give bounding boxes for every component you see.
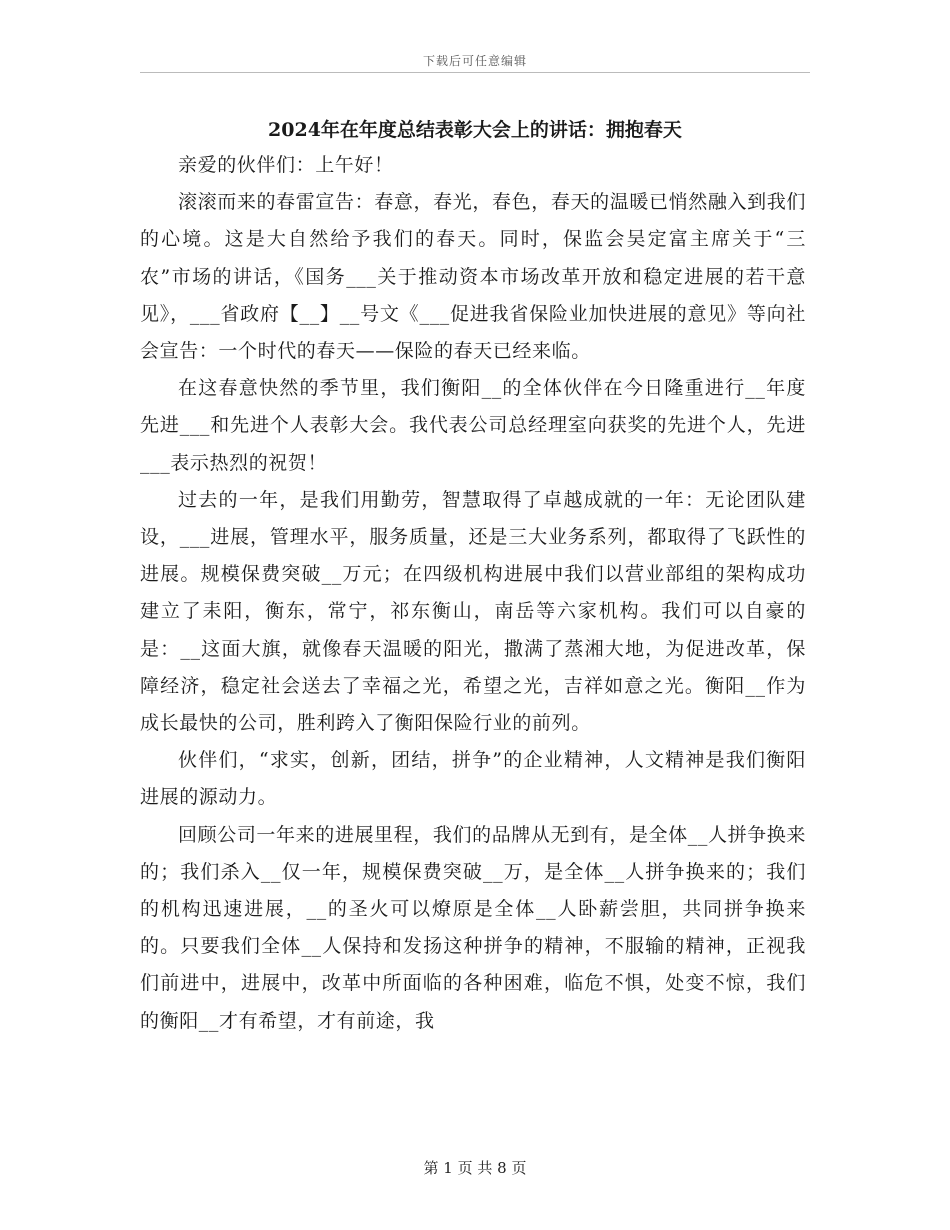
page-header-note: 下载后可任意编辑	[422, 54, 527, 68]
paragraph-spirit: 伙伴们，“求实，创新，团结，拼争”的企业精神，人文精神是我们衡阳进展的源动力。	[140, 749, 806, 809]
header-divider	[140, 72, 810, 73]
paragraph-spring: 滚滚而来的春雷宣告：春意，春光，春色，春天的温暖已悄然融入到我们的心境。这是大自然给予我们的春天。同时，保监会吴定富主席关于“三农”市场的讲话，《国务___关于推动资本市场改革开放和稳定进展的若干意见》，___省政府【__】__号文《___促进我省保险业加快进展的意见》等向社会宣告：一个时代的春天——保险的春天已经来临。	[140, 191, 806, 363]
paragraph-review: 回顾公司一年来的进展里程，我们的品牌从无到有，是全体__人拼争换来的；我们杀入__仅一年，规模保费突破__万，是全体__人拼争换来的；我们的机构迅速进展，__的圣火可以燎原是全体__人卧薪尝胆，共同拼争换来的。只要我们全体__人保持和发扬这种拼争的精神，不服输的精神，正视我们前进中，进展中，改革中所面临的各种困难，临危不惧，处变不惊，我们的衡阳__才有希望，才有前途，我	[140, 823, 806, 1032]
paragraph-greeting: 亲爱的伙伴们：上午好！	[178, 154, 394, 176]
paragraph-ceremony: 在这春意快然的季节里，我们衡阳__的全体伙伴在今日隆重进行__年度先进___和先进个人表彰大会。我代表公司总经理室向获奖的先进个人，先进___表示热烈的祝贺！	[140, 377, 806, 474]
page-number: 第 1 页 共 8 页	[423, 1159, 527, 1177]
document-title: 2024年在年度总结表彰大会上的讲话：拥抱春天	[268, 119, 682, 141]
paragraph-past-year: 过去的一年，是我们用勤劳，智慧取得了卓越成就的一年：无论团队建设，___进展，管理水平，服务质量，还是三大业务系列，都取得了飞跃性的进展。规模保费突破__万元；在四级机构进展中我们以营业部组的架构成功建立了耒阳，衡东，常宁，祁东衡山，南岳等六家机构。我们可以自豪的是：__这面大旗，就像春天温暖的阳光，撒满了蒸湘大地，为促进改革，保障经济，稳定社会送去了幸福之光，希望之光，吉祥如意之光。衡阳__作为成长最快的公司，胜利跨入了衡阳保险行业的前列。	[140, 488, 806, 735]
document-body	[140, 147, 806, 1040]
